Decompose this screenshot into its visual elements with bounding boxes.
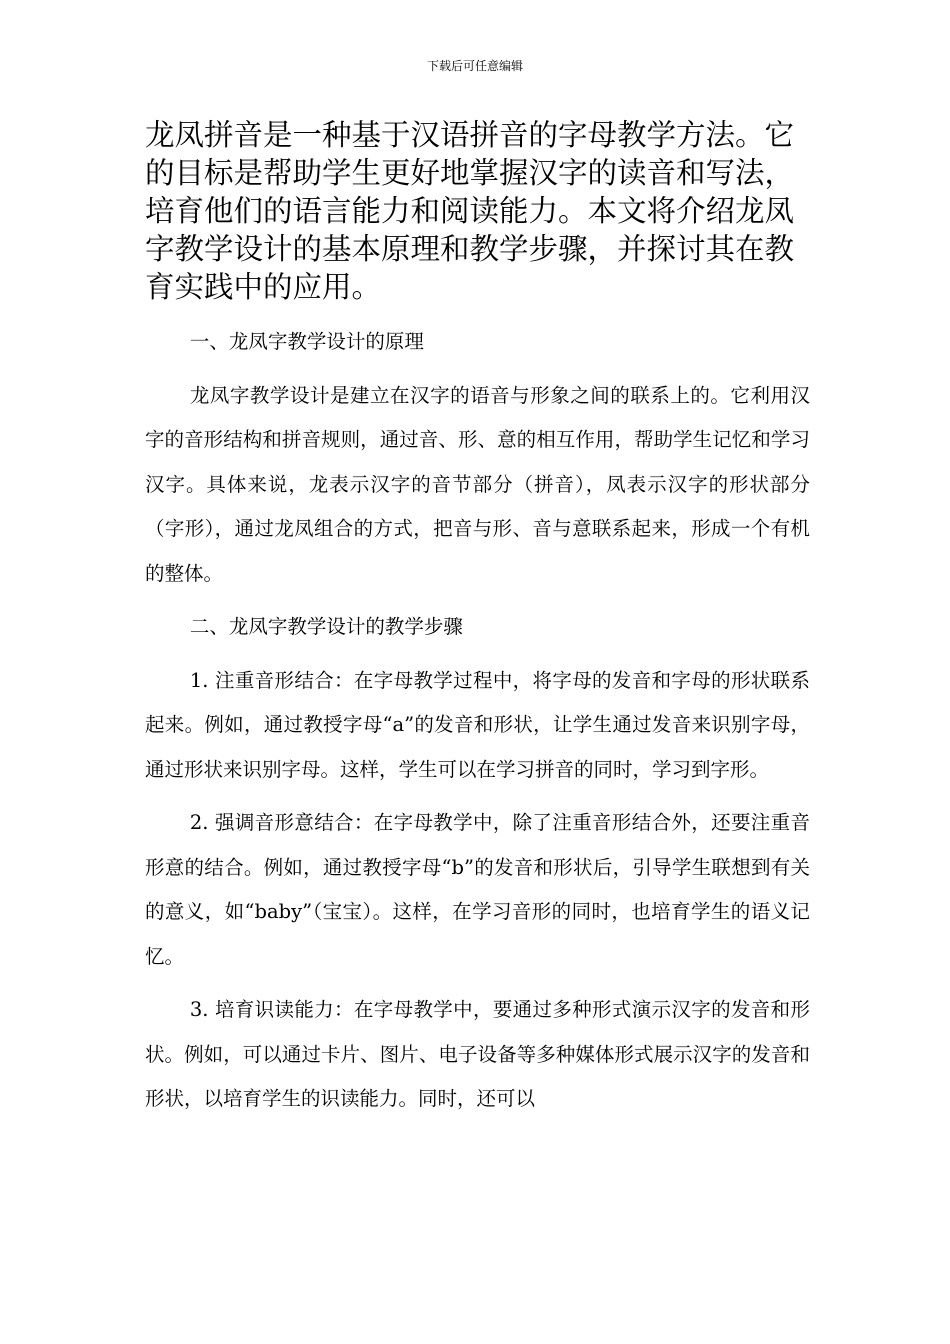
paragraph-principle: 龙凤字教学设计是建立在汉字的语音与形象之间的联系上的。它利用汉字的音形结构和拼音规则，通过音、形、意的相互作用，帮助学生记忆和学习汉字。具体来说，龙表示汉字的音节部分（拼音），凤表示汉字的形状部分（字形），通过龙凤组合的方式，把音与形、音与意联系起来，形成一个有机的整体。 bbox=[145, 383, 810, 585]
intro-paragraph: 龙凤拼音是一种基于汉语拼音的字母教学方法。它的目标是帮助学生更好地掌握汉字的读音和写法，培育他们的语言能力和阅读能力。本文将介绍龙凤字教学设计的基本原理和教学步骤，并探讨其在教育实践中的应用。 bbox=[145, 118, 795, 304]
header-note: 下载后可任意编辑 bbox=[426, 59, 523, 73]
step-item-3: 3. 培育识读能力：在字母教学中，要通过多种形式演示汉字的发音和形状。例如，可以通过卡片、图片、电子设备等多种媒体形式展示汉字的发音和形状，以培育学生的识读能力。同时，还可以 bbox=[145, 998, 810, 1110]
step-item-1: 1. 注重音形结合：在字母教学过程中，将字母的发音和字母的形状联系起来。例如，通过教授字母“a”的发音和形状，让学生通过发音来识别字母，通过形状来识别字母。这样，学生可以在学习拼音的同时，学习到字形。 bbox=[145, 668, 810, 781]
section-heading-steps: 二、龙凤字教学设计的教学步骤 bbox=[189, 615, 463, 638]
document-body bbox=[145, 320, 810, 1131]
step-item-2: 2. 强调音形意结合：在字母教学中，除了注重音形结合外，还要注重音形意的结合。例如，通过教授字母“b”的发音和形状后，引导学生联想到有关的意义，如“baby”（宝宝）。这样，在学习音形的同时，也培育学生的语义记忆。 bbox=[145, 811, 810, 968]
section-heading-principle: 一、龙凤字教学设计的原理 bbox=[189, 330, 424, 353]
